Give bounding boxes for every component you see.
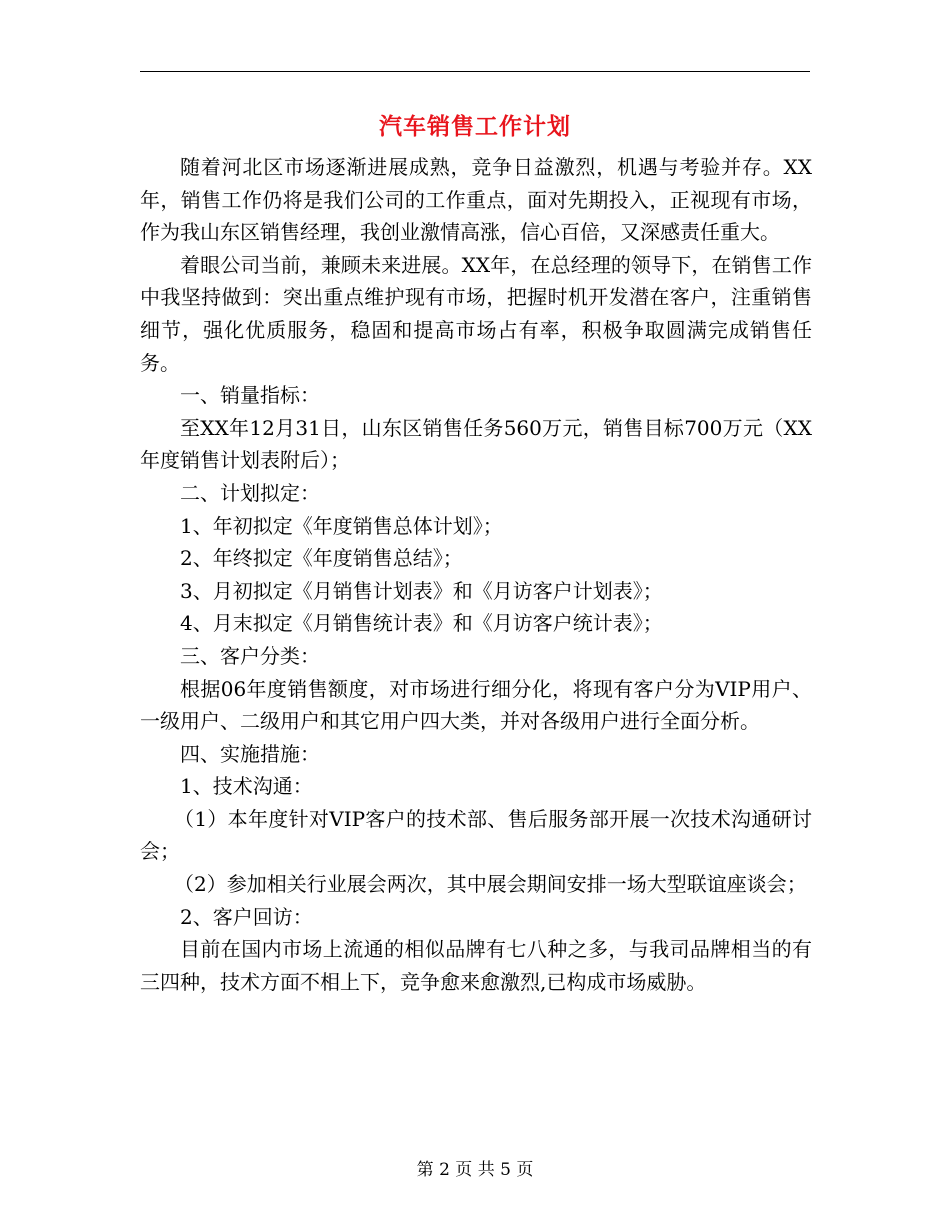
section-heading-plan: 二、计划拟定： [180, 480, 320, 505]
header-rule [140, 71, 810, 72]
document-title: 汽车销售工作计划 [379, 113, 571, 140]
document-body [140, 151, 812, 998]
section-heading-customer-classification: 三、客户分类： [180, 643, 320, 668]
plan-item: 2、年终拟定《年度销售总结》； [180, 546, 463, 571]
paragraph-customer-classification: 根据06年度销售额度，对市场进行细分化，将现有客户分为VIP用户、一级用户、二级用户和其它用户四大类，并对各级用户进行全面分析。 [140, 676, 812, 734]
page-number: 第 2 页 共 5 页 [416, 1160, 534, 1180]
plan-item: 4、月末拟定《月销售统计表》和《月访客户统计表》； [180, 611, 663, 636]
section-heading-sales-target: 一、销量指标： [180, 383, 320, 408]
measure-item: （2）参加相关行业展会两次，其中展会期间安排一场大型联谊座谈会； [174, 872, 807, 897]
plan-item: 1、年初拟定《年度销售总体计划》； [180, 513, 503, 538]
plan-item: 3、月初拟定《月销售计划表》和《月访客户计划表》； [180, 578, 663, 603]
section-heading-measures: 四、实施措施： [180, 741, 320, 766]
subheading-technical-communication: 1、技术沟通： [180, 774, 313, 799]
subheading-customer-visit: 2、客户回访： [180, 904, 313, 929]
paragraph-intro: 随着河北区市场逐渐进展成熟，竞争日益激烈，机遇与考验并存。XX年，销售工作仍将是我们公司的工作重点，面对先期投入，正视现有市场，作为我山东区销售经理，我创业激情高涨，信心百倍，又深感责任重大。 [140, 155, 812, 245]
measure-item: （1）本年度针对VIP客户的技术部、售后服务部开展一次技术沟通研讨会； [140, 806, 812, 864]
paragraph-competition: 目前在国内市场上流通的相似品牌有七八种之多，与我司品牌相当的有三四种，技术方面不相上下，竞争愈来愈激烈,已构成市场威胁。 [140, 937, 812, 994]
paragraph-sales-target: 至XX年12月31日，山东区销售任务560万元，销售目标700万元（XX年度销售计划表附后）； [140, 415, 812, 473]
paragraph-goals: 着眼公司当前，兼顾未来进展。XX年，在总经理的领导下，在销售工作中我坚持做到：突出重点维护现有市场，把握时机开发潜在客户，注重销售细节，强化优质服务，稳固和提高市场占有率，积极争取圆满完成销售任务。 [140, 252, 812, 375]
